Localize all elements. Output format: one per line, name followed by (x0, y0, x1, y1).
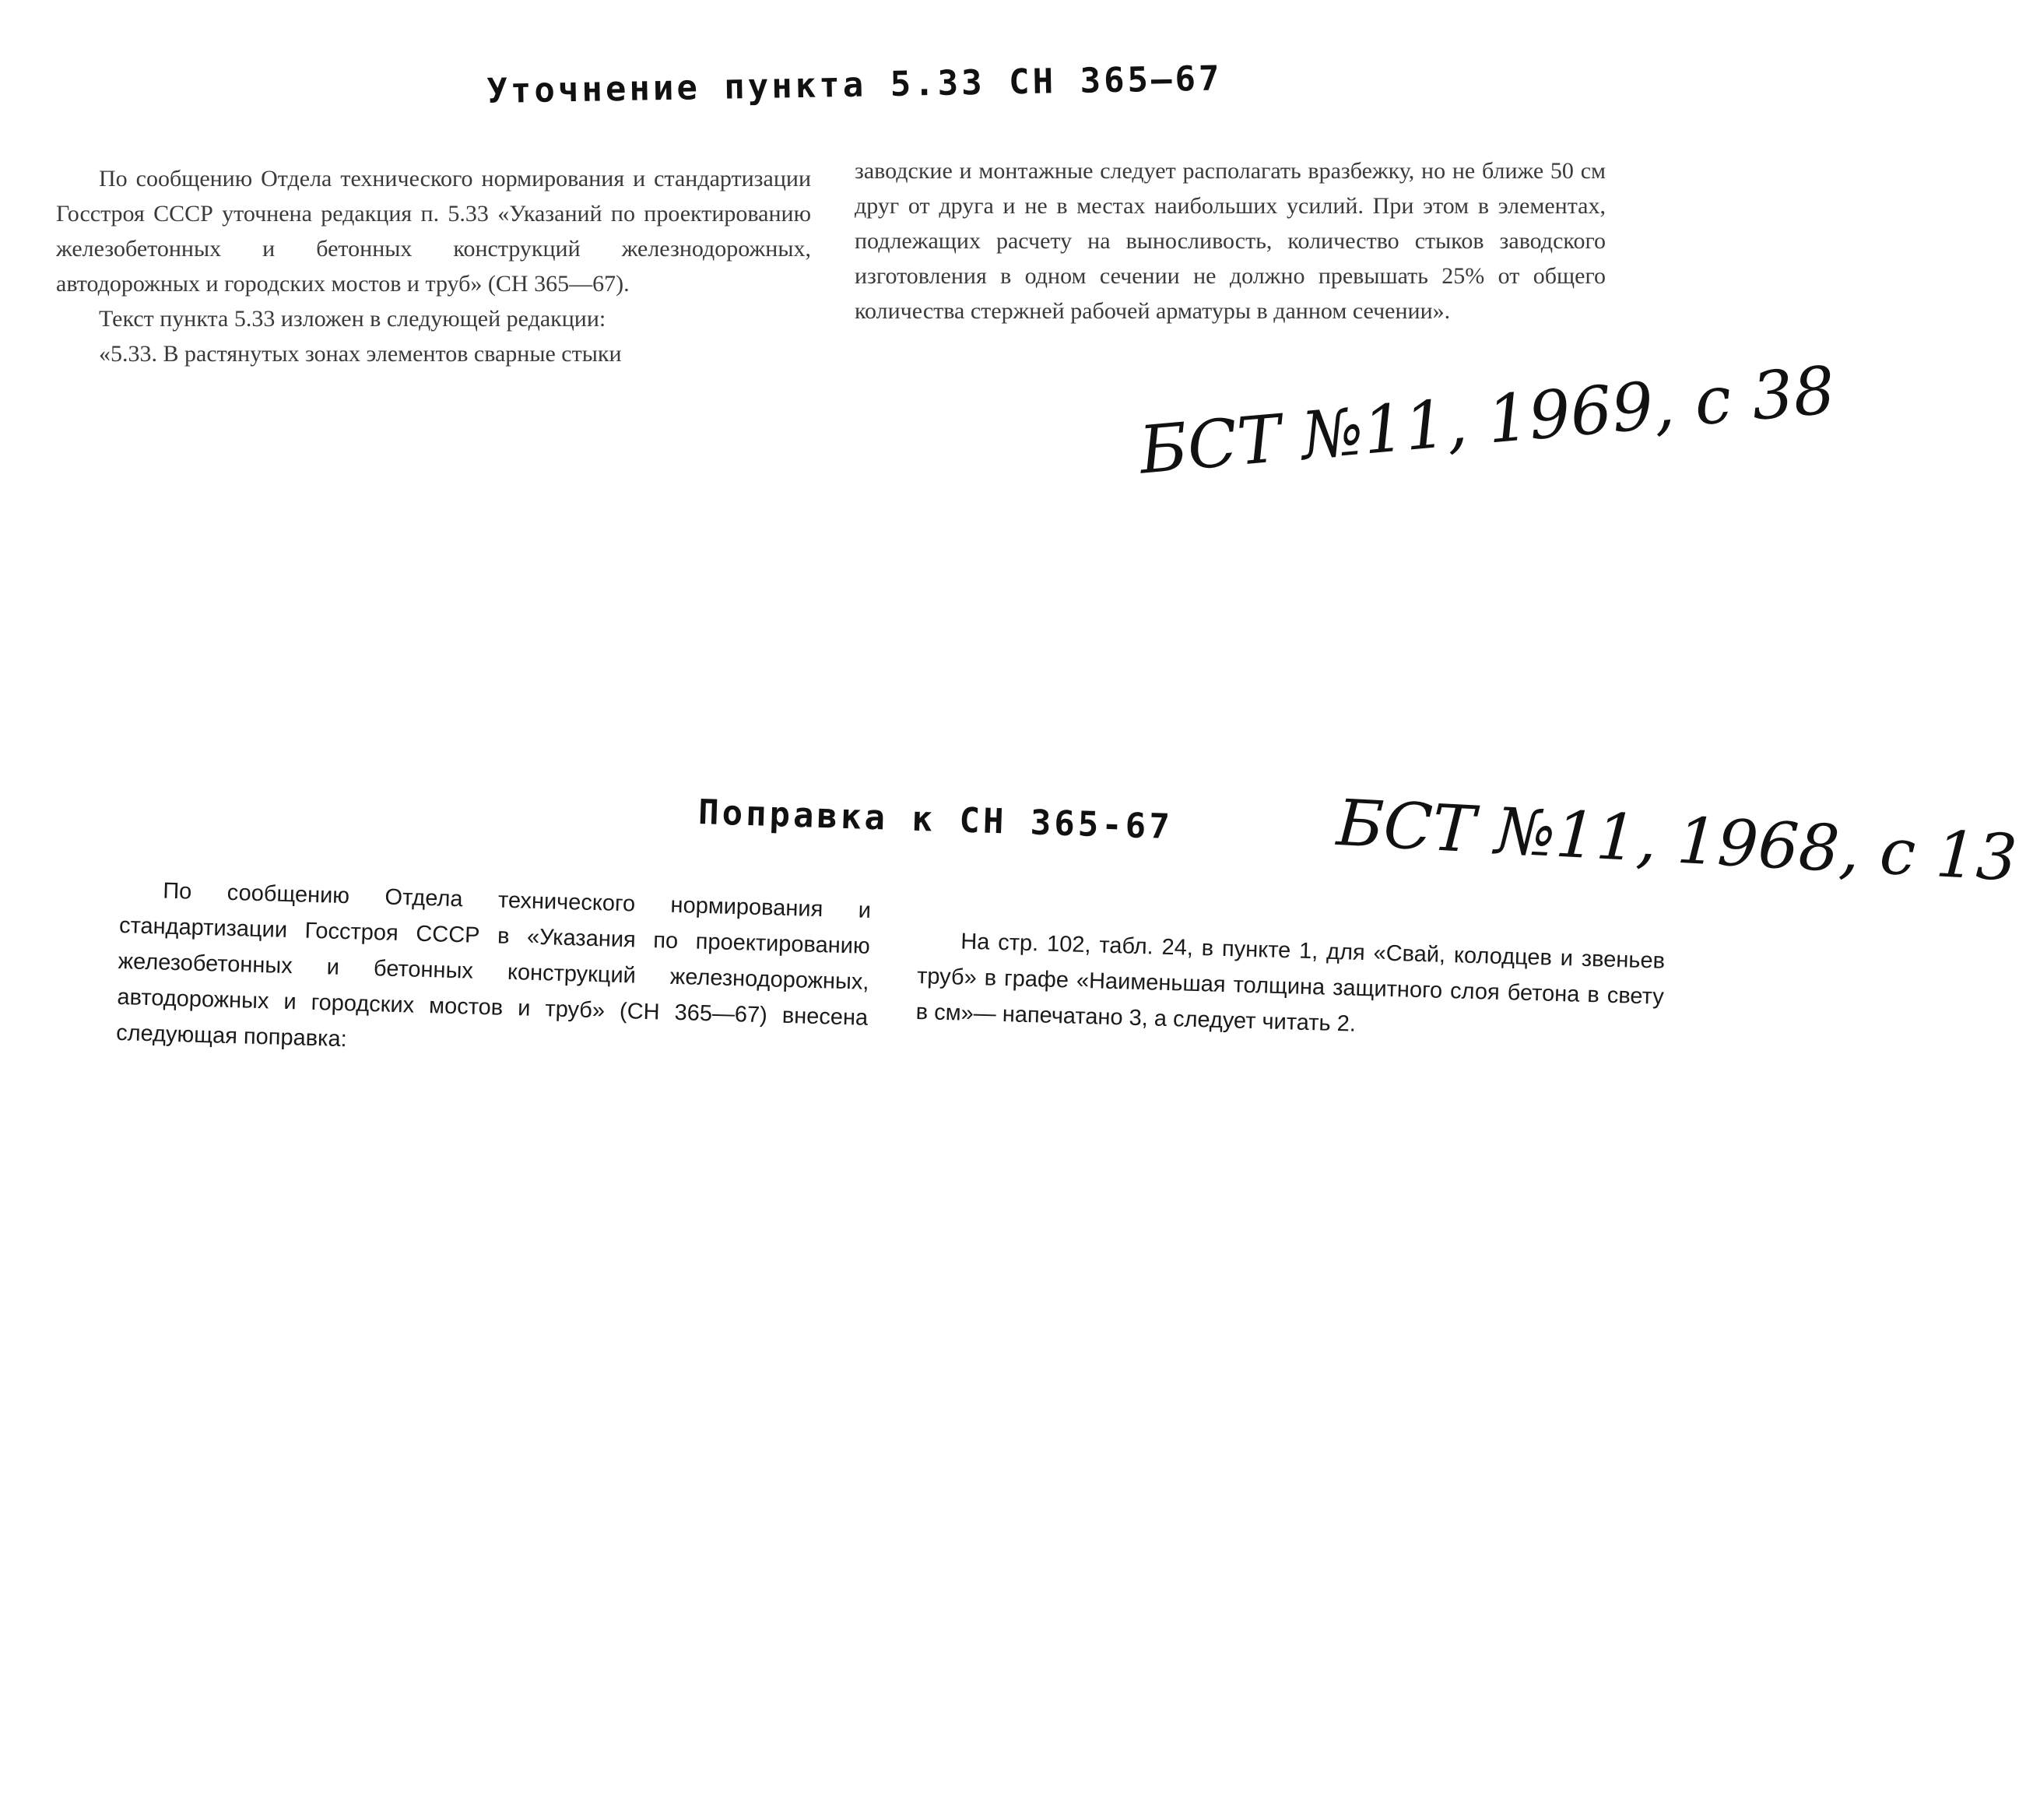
notice-2-left-column (116, 872, 872, 1072)
notice-2-paragraph: На стр. 102, табл. 24, в пункте 1, для «Свай, колодцев и звеньев труб» в графе «Наименьшая толщина защитного слоя бетона в свету в см»— напечатано 3, а следует читать 2. (915, 929, 1666, 1037)
notice-1-left-column (56, 161, 811, 371)
notice-2-title: Поправка к СН 365-67 (697, 792, 1174, 848)
notice-1-title: Уточнение пункта 5.33 СН 365—67 (486, 58, 1223, 111)
notice-2-right-column (915, 922, 1665, 1051)
notice-1-paragraph: «5.33. В растянутых зонах элементов сварные стыки (99, 341, 622, 367)
notice-1-right-column (855, 153, 1606, 329)
notice-2-handwritten-note: БСТ №11, 1968, с 13 (1335, 786, 2019, 896)
notice-1-paragraph: Текст пункта 5.33 изложен в следующей редакции: (99, 306, 606, 332)
notice-2-paragraph: По сообщению Отдела технического нормирования и стандартизации Госстроя СССР в «Указания по проектированию железобетонных и бетонных конструкций железнодорожных, автодорожных и городских мостов и труб» (СН 365—67) внесена следующая поправка: (115, 878, 872, 1052)
notice-1-paragraph: заводские и монтажные следует располагать вразбежку, но не ближе 50 см друг от друга и не в местах наибольших усилий. При этом в элементах, подлежащих расчету на выносливость, количество стыков заводского изготовления в одном сечении не должно превышать 25% от общего количества стержней рабочей арматуры в данном сечении». (855, 158, 1606, 324)
notice-1-paragraph: По сообщению Отдела технического нормирования и стандартизации Госстроя СССР уточнена редакция п. 5.33 «Указаний по проектированию железобетонных и бетонных конструкций железнодорожных, автодорожных и городских мостов и труб» (СН 365—67). (56, 166, 811, 297)
notice-1-handwritten-note: БСТ №11, 1969, с 38 (1136, 351, 1838, 489)
